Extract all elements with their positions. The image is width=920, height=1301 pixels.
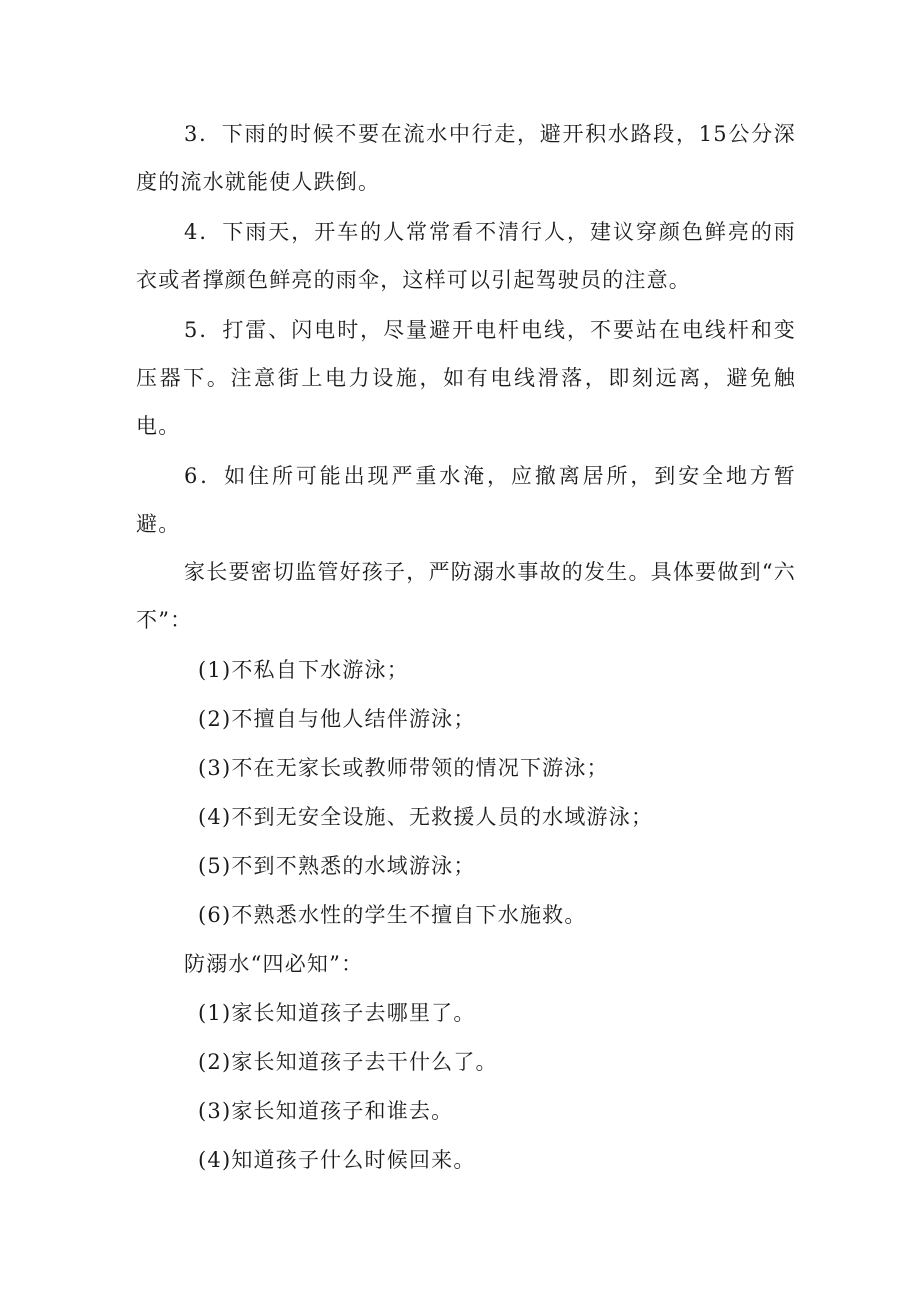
six-nots-item: (1)不私自下水游泳；	[198, 658, 409, 682]
paragraph-item-5: 5．打雷、闪电时，尽量避开电杆电线，不要站在电线杆和变压器下。注意街上电力设施，如有电线滑落，即刻远离，避免触电。	[136, 318, 796, 438]
paragraph-item-6: 6．如住所可能出现严重水淹，应撤离居所，到安全地方暂避。	[136, 464, 796, 536]
paragraph-six-nots-intro: 家长要密切监管好孩子，严防溺水事故的发生。具体要做到“六不”：	[136, 560, 796, 632]
six-nots-item: (4)不到无安全设施、无救援人员的水域游泳；	[198, 805, 654, 829]
four-musts-item: (3)家长知道孩子和谁去。	[198, 1099, 454, 1123]
four-musts-item: (1)家长知道孩子去哪里了。	[198, 1001, 476, 1025]
four-musts-item: (4)知道孩子什么时候回来。	[198, 1148, 476, 1172]
six-nots-item: (2)不擅自与他人结伴游泳；	[198, 707, 476, 731]
paragraph-item-4: 4．下雨天，开车的人常常看不清行人，建议穿颜色鲜亮的雨衣或者撑颜色鲜亮的雨伞，这样可以引起驾驶员的注意。	[136, 220, 796, 292]
four-musts-heading: 防溺水“四必知”：	[184, 952, 364, 976]
six-nots-item: (6)不熟悉水性的学生不擅自下水施救。	[198, 903, 587, 927]
six-nots-item: (3)不在无家长或教师带领的情况下游泳；	[198, 756, 609, 780]
six-nots-item: (5)不到不熟悉的水域游泳；	[198, 854, 476, 878]
paragraph-item-3: 3．下雨的时候不要在流水中行走，避开积水路段，15公分深度的流水就能使人跌倒。	[136, 122, 796, 194]
four-musts-item: (2)家长知道孩子去干什么了。	[198, 1050, 498, 1074]
